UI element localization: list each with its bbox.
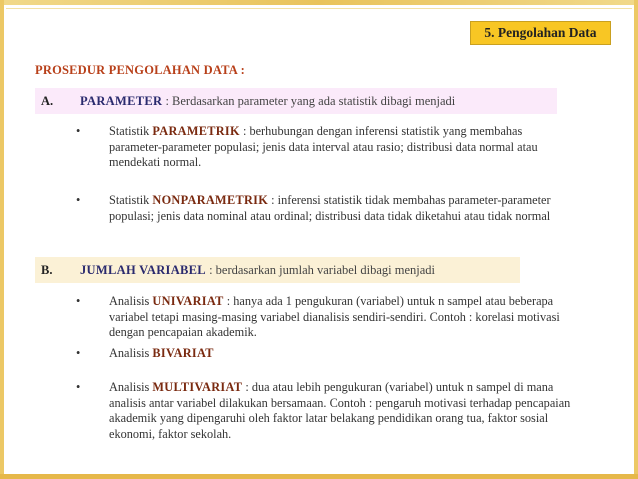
section-b-keyword: JUMLAH VARIABEL (80, 262, 206, 277)
slide-title-box (470, 21, 611, 45)
item-prefix: Statistik (109, 124, 153, 138)
item-text: : hanya ada 1 pengukuran (variabel) untuk n sampel atau beberapa variabel tetapi masing-masing variabel dianalisis sendiri-sendiri. Contoh : korelasi motivasi dengan pencapaian akademik. (109, 294, 560, 339)
item-text: : berhubungan dengan inferensi statistik yang membahas parameter-parameter populasi; jenis data interval atau rasio; distribusi data normal atau mendekati normal. (109, 124, 538, 169)
bullet-icon: • (76, 294, 81, 308)
item-prefix: Statistik (109, 193, 153, 207)
item-keyword: BIVARIAT (152, 346, 214, 360)
section-b-text: : berdasarkan jumlah variabel dibagi menjadi (205, 262, 436, 277)
slide-title: 5. Pengolahan Data (484, 25, 597, 40)
section-heading: PROSEDUR PENGOLAHAN DATA : (35, 63, 245, 77)
section-a-header (35, 88, 557, 114)
item-text: : inferensi statistik tidak membahas parameter-parameter populasi; jenis data nominal atau ordinal; distribusi data tidak diketahui atau tidak normal (109, 193, 551, 223)
item-keyword: PARAMETRIK (152, 124, 240, 138)
item-text: : dua atau lebih pengukuran (variabel) untuk n sampel di mana analisis antar variabel dilakukan bersamaan. Contoh : pengaruh motivasi terhadap pencapaian akademik yang dipengaruhi oleh faktor latar belakang pendidikan orang tua, faktor sosial ekonomi, faktor sekolah. (109, 380, 571, 441)
list-item-bivariat (76, 346, 576, 362)
list-item-univariat (76, 294, 576, 341)
frame-top-border (0, 0, 638, 5)
section-b-letter: B. (41, 262, 53, 277)
item-prefix: Analisis (109, 380, 153, 394)
item-prefix: Analisis (109, 294, 153, 308)
bullet-icon: • (76, 346, 81, 360)
item-keyword: MULTIVARIAT (152, 380, 243, 394)
section-a-text: : Berdasarkan parameter yang ada statistik dibagi menjadi (162, 93, 456, 108)
list-item-nonparametrik (76, 193, 576, 224)
item-prefix: Analisis (109, 346, 153, 360)
bullet-icon: • (76, 124, 81, 138)
bullet-icon: • (76, 193, 81, 207)
section-b-header (35, 257, 520, 283)
frame-inner-line (6, 8, 632, 9)
item-keyword: UNIVARIAT (152, 294, 224, 308)
frame-right-border (634, 0, 638, 479)
section-a-letter: A. (41, 93, 54, 108)
bullet-icon: • (76, 380, 81, 394)
list-item-multivariat (76, 380, 576, 442)
frame-left-border (0, 0, 4, 479)
list-item-parametrik (76, 124, 576, 171)
section-a-keyword: PARAMETER (80, 93, 163, 108)
item-keyword: NONPARAMETRIK (152, 193, 269, 207)
frame-bottom-border (0, 474, 638, 479)
